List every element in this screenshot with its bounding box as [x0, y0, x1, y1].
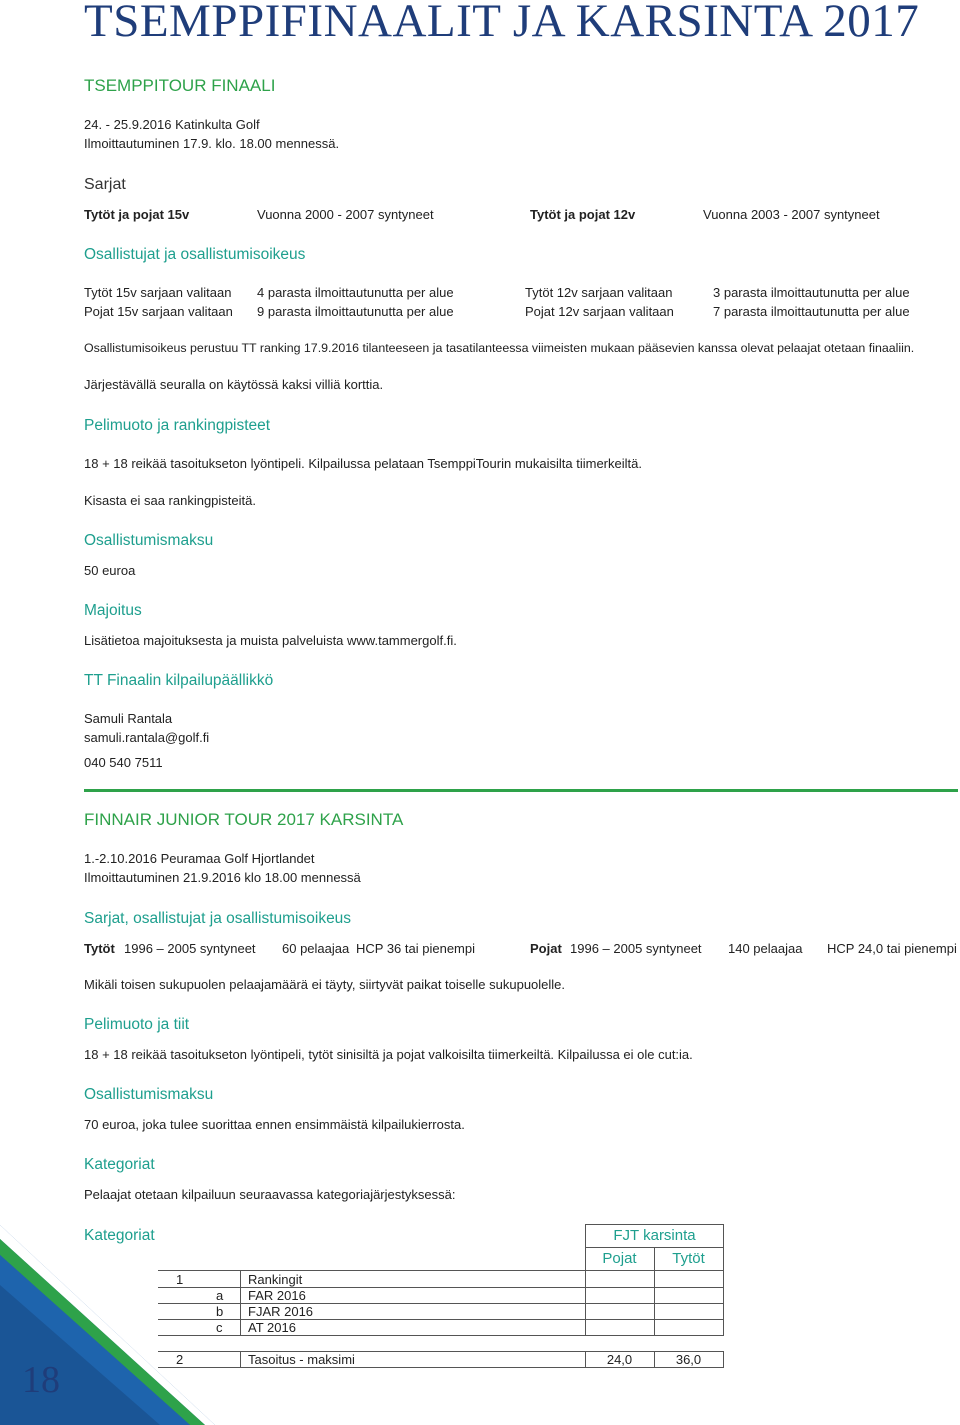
tt-format-text: 18 + 18 reikää tasoitukseton lyöntipeli. Kilpailussa pelataan TsemppiTourin mukaisilta tiimerkeiltä. [84, 456, 642, 471]
tt-participants-girls-12-count: 3 parasta ilmoittautunutta per alue [713, 285, 910, 300]
table-row-b-sub: b [216, 1304, 224, 1319]
tt-participants-boys-15: Pojat 15v sarjaan valitaan [84, 304, 233, 319]
tt-registration-line: Ilmoittautuminen 17.9. klo. 18.00 mennessä. [84, 136, 340, 151]
fjt-format-text: 18 + 18 reikää tasoitukseton lyöntipeli, tytöt sinisiltä ja pojat valkoisilta tiimerkeiltä. Kilpailussa ei ole cut:ia. [84, 1047, 693, 1062]
tt-manager-heading: TT Finaalin kilpailupäällikkö [84, 672, 274, 689]
fjt-table-col-boys: Pojat [602, 1250, 637, 1267]
table-row-c-label: AT 2016 [248, 1320, 296, 1335]
tt-participants-boys-12: Pojat 12v sarjaan valitaan [525, 304, 674, 319]
tt-participants-girls-15-count: 4 parasta ilmoittautunutta per alue [257, 285, 454, 300]
table-row-2-num: 2 [176, 1352, 184, 1367]
tt-participants-boys-15-count: 9 parasta ilmoittautunutta per alue [257, 304, 454, 319]
tt-participants-girls-15: Tytöt 15v sarjaan valitaan [84, 285, 232, 300]
section-divider [84, 789, 958, 792]
fjt-category-text: Pelaajat otetaan kilpailuun seuraavassa kategoriajärjestyksessä: [84, 1187, 456, 1202]
table-row-a-sub: a [216, 1288, 224, 1303]
tt-date-line: 24. - 25.9.2016 Katinkulta Golf [84, 117, 260, 132]
tt-participants-heading: Osallistujat ja osallistumisoikeus [84, 246, 306, 263]
table-row-c-sub: c [216, 1320, 223, 1335]
fjt-format-heading: Pelimuoto ja tiit [84, 1016, 190, 1033]
fjt-series-heading: Sarjat, osallistujat ja osallistumisoikeus [84, 910, 352, 927]
fjt-heading: FINNAIR JUNIOR TOUR 2017 KARSINTA [84, 810, 404, 829]
fjt-fee-text: 70 euroa, joka tulee suorittaa ennen ensimmäistä kilpailukierrosta. [84, 1117, 465, 1132]
fjt-boys-label: Pojat [530, 941, 562, 956]
tt-manager-email: samuli.rantala@golf.fi [84, 730, 210, 745]
tt-series-15v-name: Tytöt ja pojat 15v [84, 207, 190, 222]
fjt-boys-born: 1996 – 2005 syntyneet [570, 941, 702, 956]
tt-eligibility-text: Osallistumisoikeus perustuu TT ranking 17.9.2016 tilanteeseen ja tasatilanteessa viimeisten mukaan pääsevien kanssa olevat pelaajat otetaan finaaliin. [84, 341, 915, 355]
tt-manager-name: Samuli Rantala [84, 711, 173, 726]
fjt-transfer-text: Mikäli toisen sukupuolen pelaajamäärä ei täyty, siirtyvät paikat toiselle sukupuolelle. [84, 977, 566, 992]
fjt-girls-label: Tytöt [84, 941, 115, 956]
page-number: 18 [22, 1359, 60, 1401]
fjt-boys-count: 140 pelaajaa [728, 941, 803, 956]
fjt-table-group-header: FJT karsinta [613, 1227, 696, 1244]
fjt-registration-line: Ilmoittautuminen 21.9.2016 klo 18.00 mennessä [84, 870, 361, 885]
tt-participants-boys-12-count: 7 parasta ilmoittautunutta per alue [713, 304, 910, 319]
table-row-2-girls: 36,0 [675, 1352, 702, 1367]
tt-fee-text: 50 euroa [84, 563, 136, 578]
table-row-a-label: FAR 2016 [248, 1288, 306, 1303]
tt-series-15v-desc: Vuonna 2000 - 2007 syntyneet [257, 207, 434, 222]
tt-series-12v-desc: Vuonna 2003 - 2007 syntyneet [703, 207, 880, 222]
fjt-date-line: 1.-2.10.2016 Peuramaa Golf Hjortlandet [84, 851, 315, 866]
table-row-2-label: Tasoitus - maksimi [248, 1352, 355, 1367]
tt-wildcard-text: Järjestävällä seuralla on käytössä kaksi villiä korttia. [84, 377, 384, 392]
tt-manager-phone: 040 540 7511 [84, 755, 163, 770]
fjt-categories-heading: Kategoriat [84, 1227, 155, 1244]
tt-participants-girls-12: Tytöt 12v sarjaan valitaan [525, 285, 673, 300]
tt-fee-heading: Osallistumismaksu [84, 532, 214, 549]
table-row-1-label: Rankingit [248, 1272, 303, 1287]
tt-heading: TSEMPPITOUR FINAALI [84, 76, 276, 95]
tt-series-12v-name: Tytöt ja pojat 12v [530, 207, 636, 222]
tt-series-heading: Sarjat [84, 176, 126, 193]
table-row-2-boys: 24,0 [606, 1352, 633, 1367]
fjt-boys-hcp: HCP 24,0 tai pienempi [827, 941, 957, 956]
fjt-girls-born: 1996 – 2005 syntyneet [124, 941, 256, 956]
table-row-1-num: 1 [176, 1272, 184, 1287]
fjt-girls-hcp: HCP 36 tai pienempi [356, 941, 475, 956]
page-title: TSEMPPIFINAALIT JA KARSINTA 2017 [84, 0, 920, 47]
table-row-b-label: FJAR 2016 [248, 1304, 314, 1319]
fjt-category-heading: Kategoriat [84, 1156, 155, 1173]
fjt-fee-heading: Osallistumismaksu [84, 1086, 214, 1103]
tt-lodging-text: Lisätietoa majoituksesta ja muista palveluista www.tammergolf.fi. [84, 633, 457, 648]
tt-lodging-heading: Majoitus [84, 602, 142, 619]
fjt-table-col-girls: Tytöt [672, 1250, 705, 1267]
tt-format-heading: Pelimuoto ja rankingpisteet [84, 417, 271, 434]
tt-ranking-text: Kisasta ei saa rankingpisteitä. [84, 493, 256, 508]
fjt-girls-count: 60 pelaajaa [282, 941, 350, 956]
